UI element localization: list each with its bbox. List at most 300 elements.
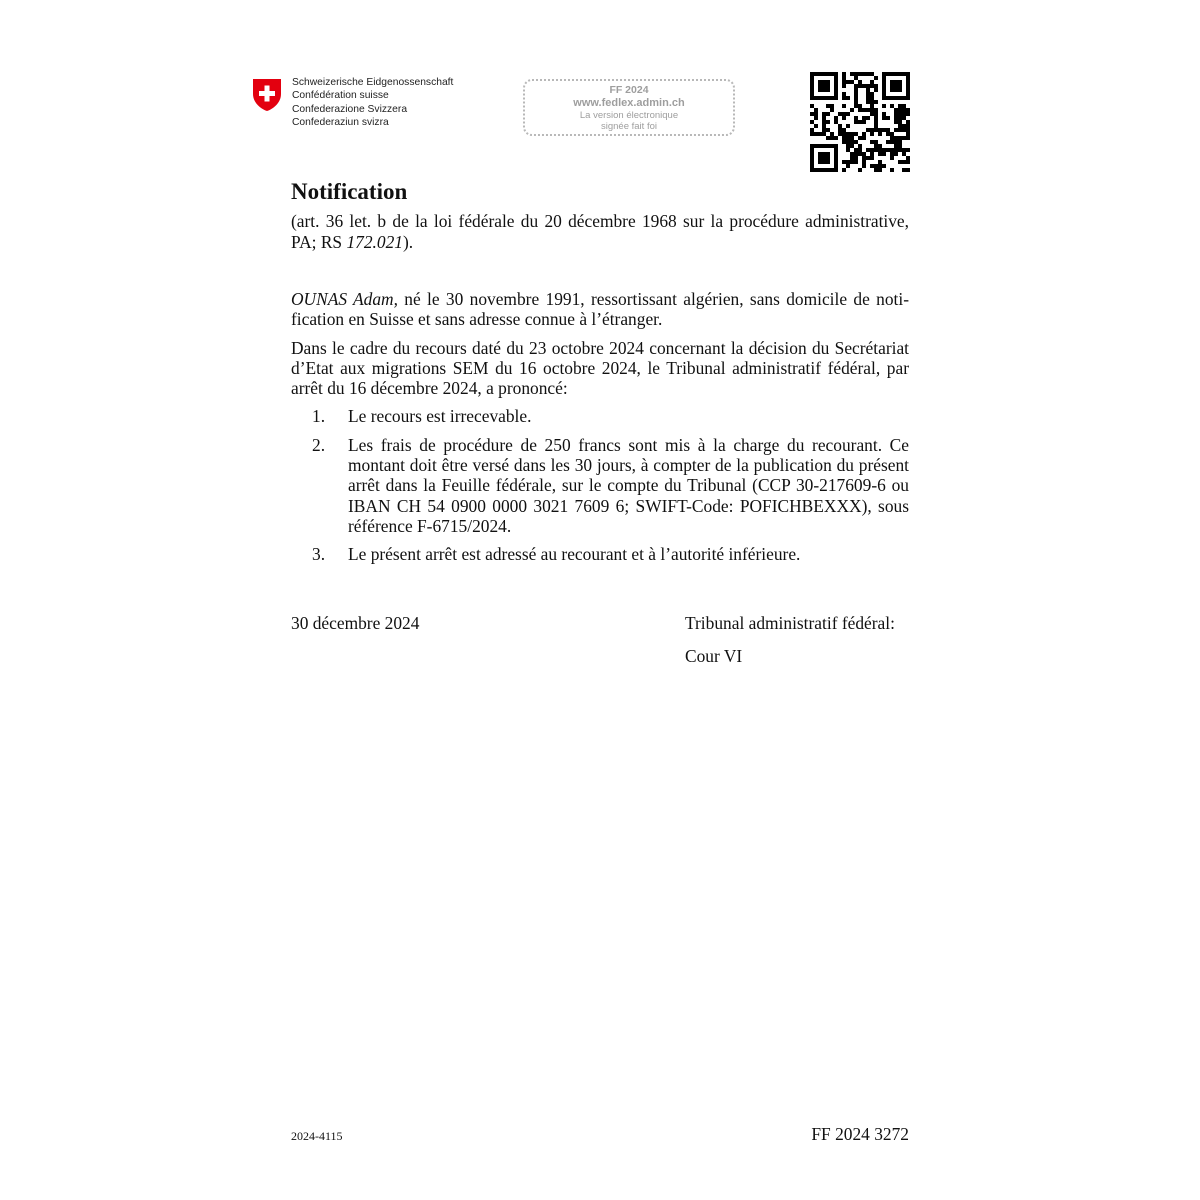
qr-module: [862, 116, 866, 120]
qr-module: [894, 152, 898, 156]
qr-module: [898, 140, 902, 144]
qr-module: [890, 148, 894, 152]
qr-module: [898, 128, 902, 132]
qr-module: [866, 108, 870, 112]
qr-module: [850, 144, 854, 148]
qr-module: [842, 84, 846, 88]
qr-module: [902, 160, 906, 164]
qr-module: [878, 132, 882, 136]
qr-module: [814, 168, 818, 172]
qr-module: [894, 72, 898, 76]
qr-module: [898, 96, 902, 100]
qr-module: [826, 160, 830, 164]
qr-module: [874, 148, 878, 152]
qr-module: [830, 132, 834, 136]
qr-module: [906, 160, 910, 164]
qr-module: [810, 164, 814, 168]
qr-module: [818, 132, 822, 136]
qr-module: [814, 112, 818, 116]
qr-module: [826, 136, 830, 140]
qr-module: [894, 128, 898, 132]
legal-reference-rs-number: 172.021: [346, 231, 403, 252]
intro-paragraph: Dans le cadre du recours daté du 23 octobre 2024 concernant la décision du Secrétariat d’Etat aux migrations SEM du 16 octobre 2024, le Tribunal administratif fédéral, par arrêt du 16 décembre 2024, a prononcé:: [291, 337, 909, 399]
qr-module: [858, 108, 862, 112]
qr-module: [850, 136, 854, 140]
qr-module: [862, 136, 866, 140]
party-name: OUNAS Adam,: [291, 289, 398, 309]
qr-module: [846, 160, 850, 164]
qr-module: [858, 152, 862, 156]
qr-module: [894, 108, 898, 112]
qr-module: [866, 156, 870, 160]
qr-module: [830, 72, 834, 76]
qr-module: [870, 100, 874, 104]
ruling-item: [291, 435, 909, 536]
legal-reference-suffix: ).: [402, 231, 414, 252]
qr-module: [834, 144, 838, 148]
qr-module: [834, 156, 838, 160]
qr-module: [906, 156, 910, 160]
stamp-url: www.fedlex.admin.ch: [573, 97, 685, 109]
confederation-names: [292, 76, 453, 130]
qr-module: [886, 148, 890, 152]
qr-module: [902, 104, 906, 108]
qr-module: [826, 168, 830, 172]
qr-module: [854, 140, 858, 144]
qr-module: [854, 76, 858, 80]
qr-module: [902, 148, 906, 152]
qr-module: [826, 88, 830, 92]
legal-reference: [291, 211, 909, 252]
ruling-item: [291, 406, 909, 426]
qr-module: [866, 88, 870, 92]
qr-module: [898, 160, 902, 164]
qr-module: [814, 96, 818, 100]
qr-module: [822, 156, 826, 160]
qr-module: [898, 136, 902, 140]
qr-module: [842, 96, 846, 100]
qr-module: [854, 84, 858, 88]
qr-module: [818, 168, 822, 172]
qr-module: [842, 140, 846, 144]
qr-module: [894, 96, 898, 100]
qr-module: [818, 152, 822, 156]
qr-module: [834, 148, 838, 152]
electronic-version-stamp: [523, 79, 735, 136]
qr-module: [842, 72, 846, 76]
qr-module: [902, 168, 906, 172]
ruling-item-number: 2.: [312, 434, 326, 455]
party-paragraph: [291, 289, 909, 330]
qr-module: [826, 84, 830, 88]
confederation-line-rm: Confederaziun svizra: [292, 117, 389, 129]
qr-module: [810, 148, 814, 152]
qr-module: [870, 104, 874, 108]
qr-module: [818, 84, 822, 88]
qr-module: [866, 100, 870, 104]
qr-module: [822, 160, 826, 164]
qr-module: [870, 128, 874, 132]
qr-module: [834, 164, 838, 168]
qr-module: [810, 156, 814, 160]
qr-module: [878, 152, 882, 156]
qr-module: [906, 148, 910, 152]
qr-code-icon: [810, 72, 910, 172]
qr-module: [822, 80, 826, 84]
qr-module: [858, 72, 862, 76]
qr-module: [814, 108, 818, 112]
qr-module: [906, 120, 910, 124]
qr-module: [862, 108, 866, 112]
qr-module: [890, 80, 894, 84]
qr-module: [906, 112, 910, 116]
qr-module: [898, 148, 902, 152]
qr-module: [870, 72, 874, 76]
qr-module: [850, 156, 854, 160]
qr-module: [834, 96, 838, 100]
confederation-line-de: Schweizerische Eidgenossenschaft: [292, 77, 454, 88]
qr-module: [822, 124, 826, 128]
qr-module: [862, 72, 866, 76]
qr-module: [846, 124, 850, 128]
qr-module: [842, 80, 846, 84]
ruling-item-number: 3.: [312, 544, 326, 565]
qr-module: [874, 112, 878, 116]
notification-body: [291, 289, 909, 573]
qr-module: [810, 120, 814, 124]
document-title: Notification: [291, 179, 408, 204]
qr-module: [862, 120, 866, 124]
qr-module: [846, 164, 850, 168]
qr-module: [882, 116, 886, 120]
qr-module: [830, 104, 834, 108]
qr-module: [898, 144, 902, 148]
qr-module: [814, 72, 818, 76]
qr-module: [874, 108, 878, 112]
qr-module: [870, 84, 874, 88]
qr-module: [854, 92, 858, 96]
qr-module: [886, 128, 890, 132]
qr-module: [830, 144, 834, 148]
qr-module: [886, 96, 890, 100]
qr-module: [854, 72, 858, 76]
qr-module: [882, 76, 886, 80]
qr-module: [826, 120, 830, 124]
qr-module: [838, 112, 842, 116]
legal-reference-prefix: (art. 36 let. b de la loi fédérale du 20 décembre 1968 sur la procédure administrative, PA; RS: [291, 211, 909, 252]
qr-module: [822, 116, 826, 120]
qr-module: [894, 148, 898, 152]
qr-module: [842, 128, 846, 132]
qr-module: [882, 92, 886, 96]
qr-module: [878, 168, 882, 172]
qr-module: [894, 80, 898, 84]
qr-module: [822, 96, 826, 100]
stamp-note-line1: La version électronique: [579, 110, 679, 121]
qr-module: [858, 104, 862, 108]
qr-module: [810, 80, 814, 84]
qr-module: [890, 104, 894, 108]
qr-module: [890, 96, 894, 100]
qr-module: [894, 116, 898, 120]
qr-module: [810, 76, 814, 80]
qr-module: [842, 112, 846, 116]
qr-module: [826, 96, 830, 100]
qr-module: [834, 92, 838, 96]
qr-module: [850, 132, 854, 136]
qr-module: [854, 116, 858, 120]
qr-module: [854, 120, 858, 124]
qr-module: [858, 168, 862, 172]
qr-module: [906, 76, 910, 80]
confederation-line-it: Confederazione Svizzera: [292, 103, 408, 115]
qr-module: [870, 132, 874, 136]
qr-module: [906, 132, 910, 136]
qr-module: [898, 124, 902, 128]
qr-module: [858, 120, 862, 124]
qr-module: [814, 124, 818, 128]
stamp-ff-number: FF 2024: [609, 84, 649, 96]
ruling-item: [291, 544, 909, 564]
qr-module: [834, 168, 838, 172]
federal-logo: [252, 76, 472, 136]
qr-module: [862, 84, 866, 88]
qr-module: [902, 112, 906, 116]
qr-module: [894, 140, 898, 144]
qr-module: [810, 132, 814, 136]
qr-module: [906, 124, 910, 128]
qr-module: [906, 108, 910, 112]
qr-module: [834, 72, 838, 76]
qr-module: [866, 92, 870, 96]
qr-module: [898, 104, 902, 108]
qr-module: [882, 152, 886, 156]
qr-module: [834, 84, 838, 88]
qr-module: [878, 128, 882, 132]
qr-module: [894, 88, 898, 92]
qr-module: [810, 168, 814, 172]
qr-module: [838, 128, 842, 132]
qr-module: [902, 116, 906, 120]
qr-module: [902, 136, 906, 140]
qr-module: [818, 160, 822, 164]
qr-module: [898, 120, 902, 124]
court-chamber: Cour VI: [685, 646, 743, 666]
qr-module: [854, 100, 858, 104]
qr-module: [902, 152, 906, 156]
qr-module: [822, 120, 826, 124]
ruling-item-text: Le recours est irrecevable.: [348, 406, 532, 427]
qr-module: [834, 116, 838, 120]
qr-module: [886, 132, 890, 136]
qr-module: [830, 96, 834, 100]
qr-module: [826, 112, 830, 116]
qr-module: [902, 96, 906, 100]
qr-module: [830, 168, 834, 172]
qr-module: [894, 136, 898, 140]
qr-module: [874, 76, 878, 80]
qr-module: [874, 128, 878, 132]
qr-module: [858, 144, 862, 148]
qr-module: [850, 108, 854, 112]
qr-module: [874, 140, 878, 144]
qr-module: [890, 72, 894, 76]
qr-module: [874, 120, 878, 124]
qr-module: [870, 108, 874, 112]
qr-module: [906, 136, 910, 140]
qr-module: [874, 164, 878, 168]
qr-module: [898, 112, 902, 116]
qr-module: [818, 156, 822, 160]
qr-module: [814, 116, 818, 120]
qr-module: [842, 92, 846, 96]
qr-module: [850, 160, 854, 164]
qr-module: [846, 140, 850, 144]
qr-module: [822, 144, 826, 148]
swiss-cross-shield-icon: [252, 78, 282, 112]
qr-module: [846, 112, 850, 116]
qr-module: [854, 148, 858, 152]
qr-module: [870, 92, 874, 96]
document-number: 2024-4115: [291, 1129, 343, 1143]
qr-module: [906, 168, 910, 172]
qr-module: [906, 96, 910, 100]
qr-module: [866, 72, 870, 76]
qr-module: [822, 88, 826, 92]
qr-module: [874, 168, 878, 172]
qr-module: [890, 88, 894, 92]
qr-module: [842, 132, 846, 136]
qr-module: [894, 112, 898, 116]
qr-module: [822, 168, 826, 172]
qr-module: [846, 136, 850, 140]
qr-module: [886, 72, 890, 76]
qr-module: [850, 80, 854, 84]
ruling-list: [291, 406, 909, 564]
qr-module: [846, 132, 850, 136]
qr-module: [882, 128, 886, 132]
qr-module: [810, 144, 814, 148]
qr-module: [810, 88, 814, 92]
stamp-note-line2: signée fait foi: [601, 121, 657, 132]
qr-module: [854, 156, 858, 160]
qr-module: [822, 112, 826, 116]
qr-module: [822, 72, 826, 76]
qr-module: [874, 144, 878, 148]
qr-module: [882, 72, 886, 76]
qr-module: [858, 84, 862, 88]
qr-module: [822, 84, 826, 88]
qr-module: [886, 140, 890, 144]
qr-module: [870, 96, 874, 100]
qr-module: [902, 124, 906, 128]
qr-module: [850, 140, 854, 144]
qr-module: [870, 112, 874, 116]
qr-module: [810, 72, 814, 76]
qr-module: [826, 80, 830, 84]
qr-module: [846, 96, 850, 100]
qr-module: [842, 76, 846, 80]
qr-module: [874, 124, 878, 128]
qr-module: [826, 104, 830, 108]
qr-module: [898, 72, 902, 76]
qr-module: [890, 152, 894, 156]
qr-module: [858, 148, 862, 152]
qr-module: [834, 152, 838, 156]
qr-module: [890, 84, 894, 88]
qr-module: [882, 164, 886, 168]
qr-module: [862, 132, 866, 136]
qr-module: [834, 120, 838, 124]
qr-module: [862, 156, 866, 160]
qr-module: [846, 148, 850, 152]
qr-module: [878, 160, 882, 164]
qr-module: [810, 152, 814, 156]
party-details: né le 30 novembre 1991, ressortissant algérien, sans domicile de notification en Suisse et sans adresse connue à l’étranger.: [291, 289, 909, 330]
qr-module: [882, 112, 886, 116]
qr-module: [818, 88, 822, 92]
qr-module: [834, 136, 838, 140]
qr-module: [898, 80, 902, 84]
qr-module: [882, 80, 886, 84]
qr-module: [882, 148, 886, 152]
qr-module: [894, 120, 898, 124]
qr-module: [890, 156, 894, 160]
qr-module: [866, 96, 870, 100]
qr-module: [858, 80, 862, 84]
qr-module: [810, 160, 814, 164]
qr-module: [882, 104, 886, 108]
qr-module: [842, 104, 846, 108]
qr-module: [854, 160, 858, 164]
qr-module: [890, 136, 894, 140]
qr-module: [822, 152, 826, 156]
qr-module: [834, 160, 838, 164]
qr-module: [842, 136, 846, 140]
qr-module: [902, 108, 906, 112]
qr-module: [874, 100, 878, 104]
qr-module: [862, 160, 866, 164]
qr-module: [814, 144, 818, 148]
qr-module: [898, 84, 902, 88]
qr-module: [870, 140, 874, 144]
qr-module: [810, 92, 814, 96]
qr-module: [870, 152, 874, 156]
qr-module: [898, 108, 902, 112]
qr-module: [906, 80, 910, 84]
qr-module: [810, 104, 814, 108]
qr-module: [870, 80, 874, 84]
qr-module: [890, 140, 894, 144]
qr-module: [862, 152, 866, 156]
qr-module: [906, 92, 910, 96]
qr-module: [882, 84, 886, 88]
qr-module: [810, 128, 814, 132]
qr-module: [822, 132, 826, 136]
qr-module: [878, 148, 882, 152]
qr-module: [850, 72, 854, 76]
qr-module: [866, 148, 870, 152]
qr-module: [878, 164, 882, 168]
qr-module: [906, 128, 910, 132]
confederation-line-fr: Confédération suisse: [292, 90, 389, 102]
qr-module: [838, 124, 842, 128]
qr-module: [846, 80, 850, 84]
qr-module: [890, 168, 894, 172]
notification-date: 30 décembre 2024: [291, 613, 420, 633]
qr-module: [898, 88, 902, 92]
qr-module: [894, 84, 898, 88]
